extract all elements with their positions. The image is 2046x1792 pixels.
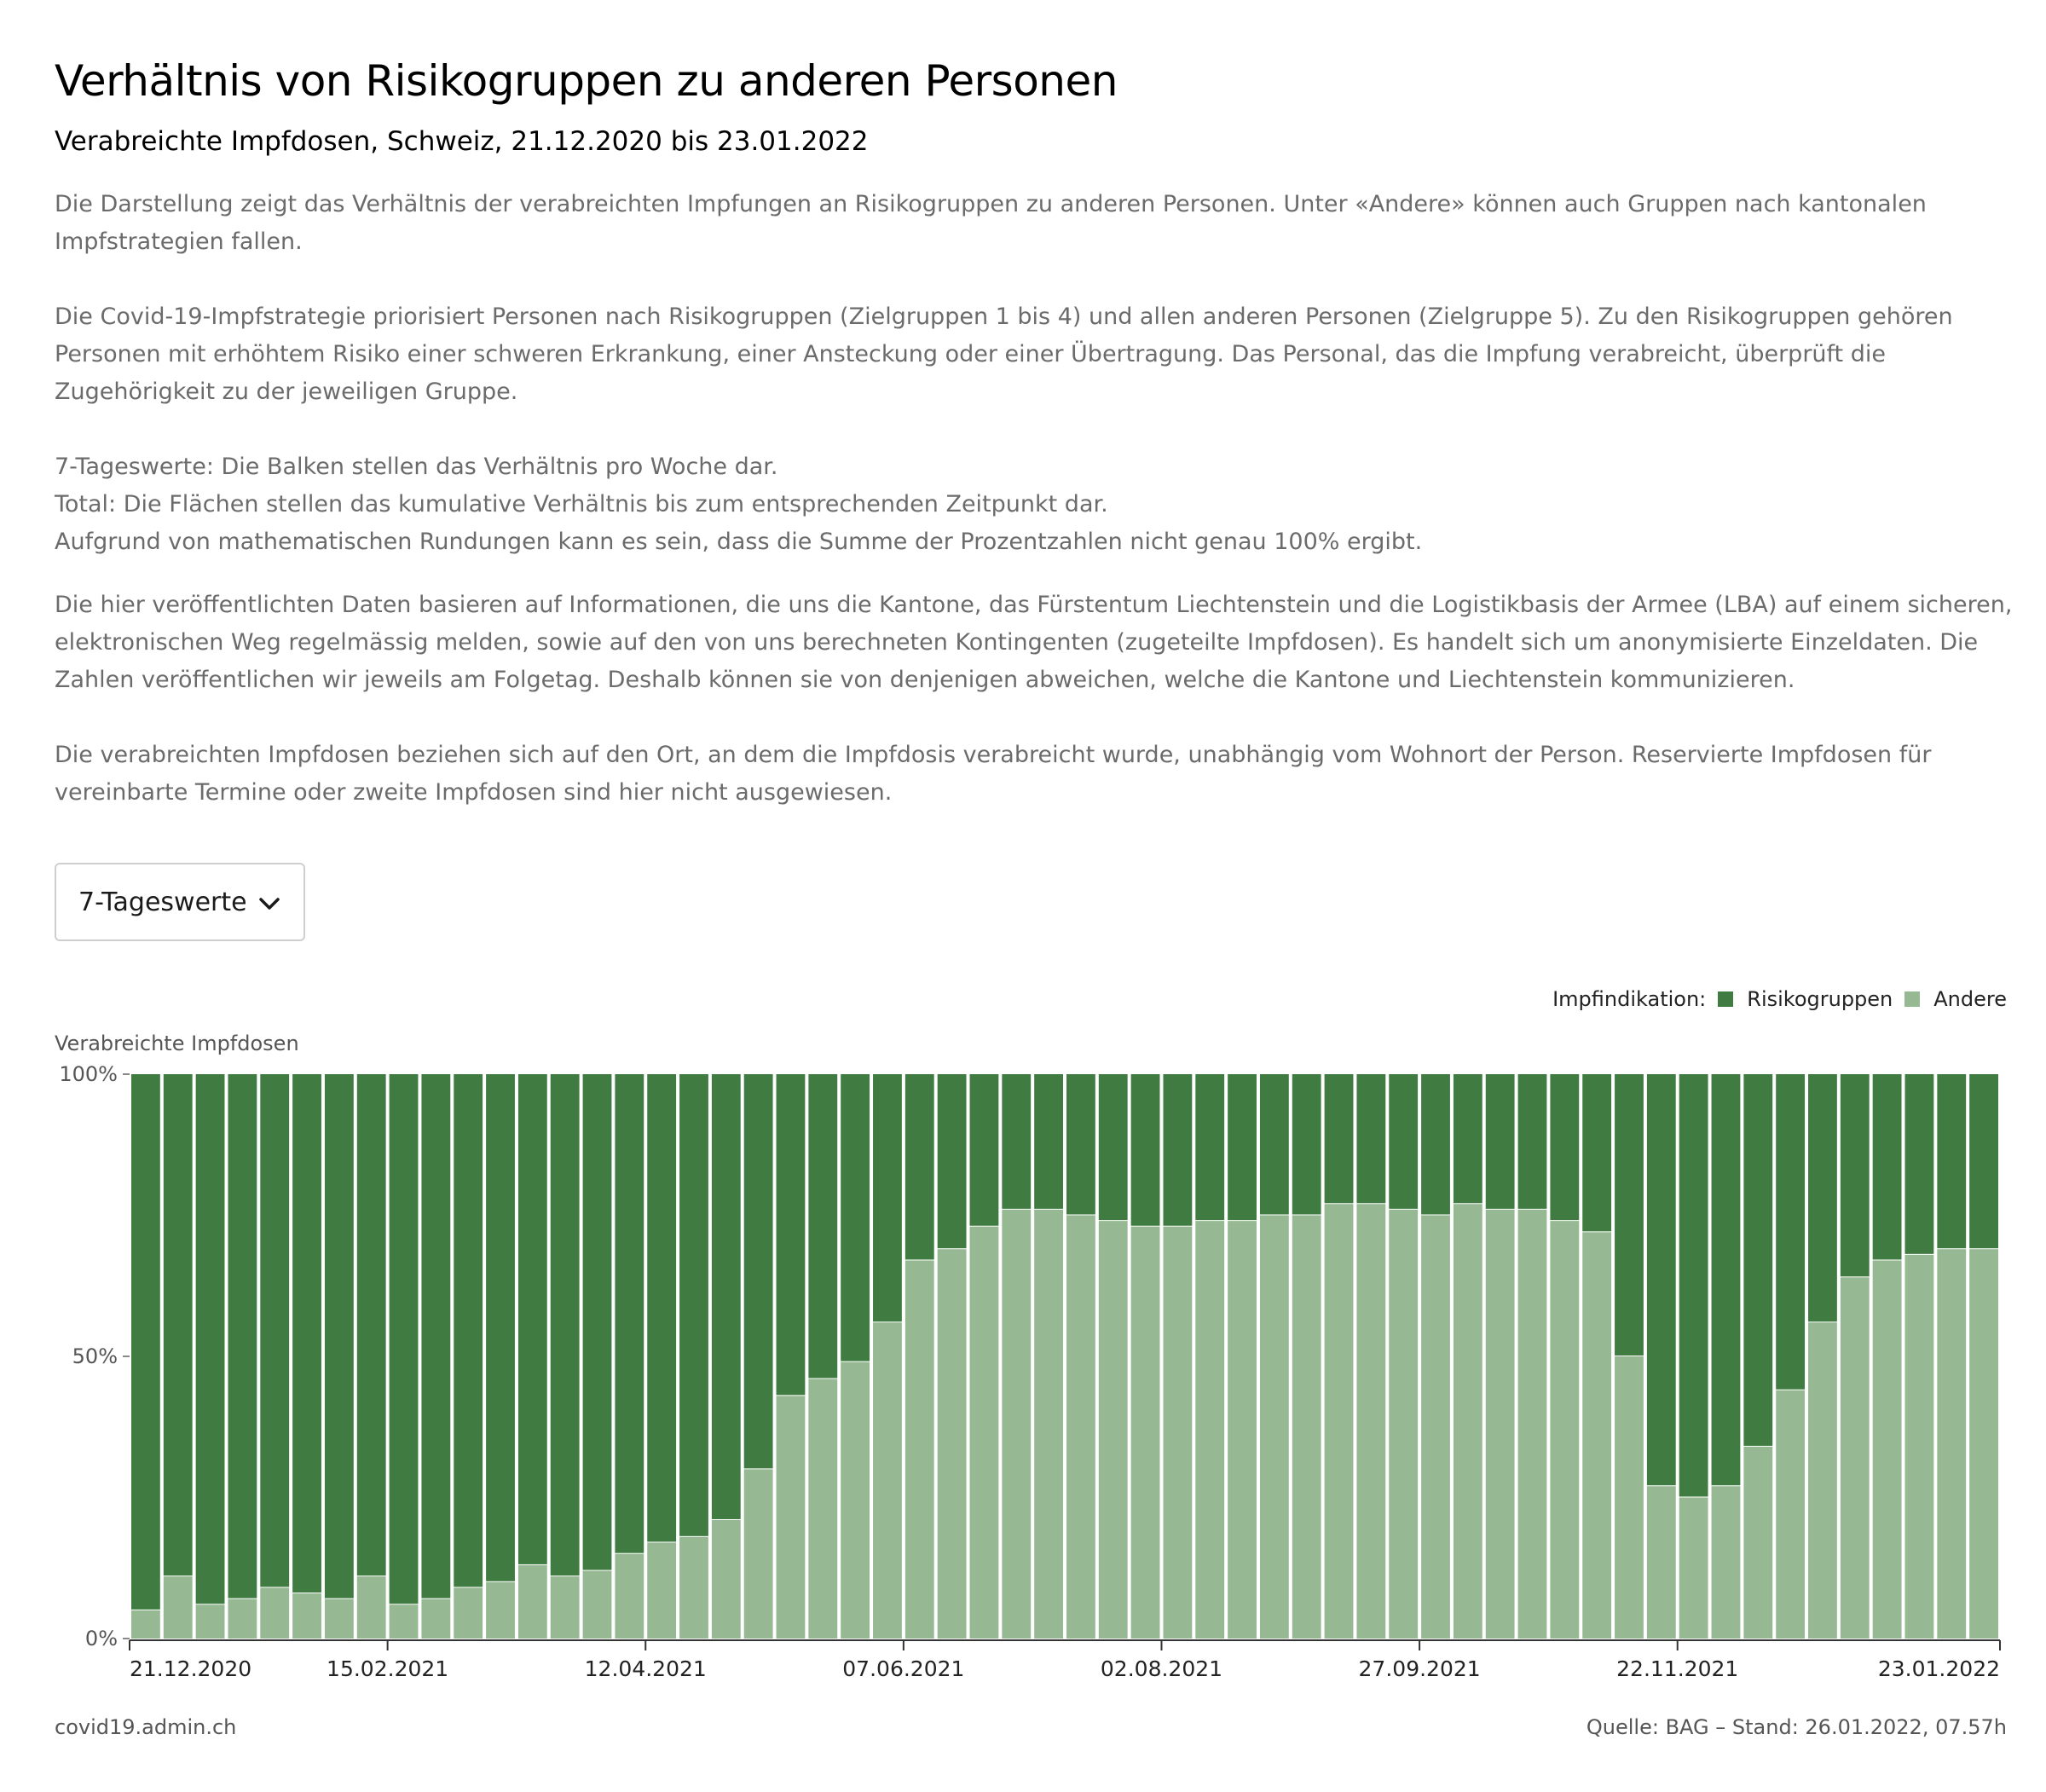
bar-risikogruppen [1615,1074,1644,1356]
bar-risikogruppen [1099,1074,1128,1220]
bar-risikogruppen [615,1074,644,1553]
x-tick-label: 22.11.2021 [1616,1656,1739,1679]
bar-andere [777,1396,806,1639]
bar-andere [357,1576,386,1639]
bar-andere [744,1469,773,1639]
bar-andere [970,1227,999,1639]
bar-andere [1615,1356,1644,1639]
bar-andere [1518,1210,1547,1639]
chart-legend [1552,987,2007,1011]
description-paragraph: Die Covid-19-Impfstrategie priorisiert Personen nach Risikogruppen (Zielgruppen 1 bis 4) und allen anderen Personen (Zielgruppe 5). Zu den Risikogruppen gehören Personen mit erhöhtem Risiko einer schweren Erkrankung, einer Ansteckung oder einer Übertragung. Das Personal, das die Impfung verabreicht, überprüft die Zugehörigkeit zu der jeweiligen Gruppe. [55,303,1953,405]
chart-description [55,186,2015,561]
bar-risikogruppen [583,1074,612,1570]
bar-andere [679,1537,708,1639]
data-note [55,587,2015,812]
bar-risikogruppen [808,1074,837,1378]
bar-risikogruppen [196,1074,225,1604]
bar-andere [1905,1255,1934,1639]
bar-risikogruppen [1195,1074,1224,1220]
bar-andere [1743,1447,1772,1639]
bar-andere [1292,1216,1321,1639]
stacked-bar-chart [55,1057,2007,1679]
x-tick-label: 02.08.2021 [1100,1656,1223,1679]
bar-risikogruppen [712,1074,741,1519]
bar-risikogruppen [357,1074,386,1575]
bar-risikogruppen [1228,1074,1257,1220]
bar-andere [1679,1498,1708,1639]
bar-risikogruppen [970,1074,999,1226]
bar-andere [1937,1249,1966,1639]
bar-risikogruppen [518,1074,547,1564]
bar-risikogruppen [1260,1074,1289,1215]
bar-risikogruppen [1582,1074,1611,1231]
bar-andere [1260,1216,1289,1639]
y-tick-label: 0% [84,1627,118,1650]
bar-risikogruppen [744,1074,773,1468]
bar-risikogruppen [1421,1074,1450,1215]
bar-risikogruppen [292,1074,321,1593]
legend-swatch-risikogruppen [1718,991,1733,1007]
bar-risikogruppen [1518,1074,1547,1209]
data-note-paragraph: Die hier veröffentlichten Daten basieren auf Informationen, die uns die Kantone, das Fürstentum Liechtenstein und die Logistikbasis der Armee (LBA) auf einem sicheren, elektronischen Weg regelmässig melden, sowie auf den von uns berechneten Kontingenten (zugeteilte Impfdosen). Es handelt sich um anonymisierte Einzeldaten. Die Zahlen veröffentlichen wir jeweils am Folgetag. Deshalb können sie von denjenigen abweichen, welche die Kantone und Liechtenstein kommunizieren. [55,592,2013,693]
description-paragraph: Die Darstellung zeigt das Verhältnis der verabreichten Impfungen an Risikogruppen zu anderen Personen. Unter «Andere» können auch Gruppen nach kantonalen Impfstrategien fallen. [55,191,1927,255]
bar-risikogruppen [1034,1074,1063,1209]
bar-risikogruppen [1002,1074,1031,1209]
bar-risikogruppen [486,1074,515,1581]
bar-andere [518,1565,547,1639]
bar-andere [1841,1277,1870,1639]
bar-andere [808,1379,837,1639]
x-tick-label: 23.01.2022 [1877,1656,2000,1679]
bar-andere [1582,1232,1611,1639]
bar-andere [873,1322,902,1639]
bar-andere [1776,1390,1805,1639]
x-tick-label: 21.12.2020 [130,1656,252,1679]
bar-risikogruppen [1066,1074,1095,1215]
period-select-dropdown[interactable] [55,863,305,941]
bar-andere [421,1599,450,1639]
chevron-down-icon [256,890,283,917]
bar-andere [1131,1227,1160,1639]
bar-risikogruppen [260,1074,289,1587]
bar-andere [1163,1227,1192,1639]
bar-andere [615,1554,644,1639]
bar-andere [1808,1322,1837,1639]
description-line: Total: Die Flächen stellen das kumulative Verhältnis bis zum entsprechenden Zeitpunkt dar. [55,491,1108,517]
data-note-paragraph: Die verabreichten Impfdosen beziehen sich auf den Ort, an dem die Impfdosis verabreicht wurde, unabhängig vom Wohnort der Person. Reservierte Impfdosen für vereinbarte Termine oder zweite Impfdosen sind hier nicht ausgewiesen. [55,742,1932,806]
bar-andere [228,1599,257,1639]
bar-andere [1389,1210,1418,1639]
bar-andere [583,1571,612,1639]
page-subtitle: Verabreichte Impfdosen, Schweiz, 21.12.2020 bis 23.01.2022 [55,126,869,157]
bar-risikogruppen [938,1074,967,1248]
bar-risikogruppen [131,1074,160,1610]
bar-risikogruppen [1937,1074,1966,1248]
legend-item-risikogruppen: Risikogruppen [1747,987,1893,1011]
x-tick-label: 15.02.2021 [327,1656,449,1679]
legend-swatch-andere [1904,991,1920,1007]
period-select-value: 7-Tageswerte [78,887,247,917]
bar-andere [1873,1260,1902,1639]
bar-andere [390,1604,419,1639]
bar-andere [131,1610,160,1639]
bar-andere [1969,1249,1998,1639]
bar-risikogruppen [1905,1074,1934,1254]
bar-risikogruppen [551,1074,580,1575]
bar-andere [1066,1216,1095,1639]
bar-risikogruppen [164,1074,193,1575]
legend-item-andere: Andere [1933,987,2007,1011]
bar-andere [292,1593,321,1639]
bar-risikogruppen [1873,1074,1902,1259]
description-paragraph [55,448,2015,561]
bar-risikogruppen [1486,1074,1515,1209]
bar-andere [260,1587,289,1639]
y-tick-label: 50% [72,1344,118,1368]
bar-andere [325,1599,354,1639]
bar-andere [454,1587,483,1639]
bar-risikogruppen [905,1074,934,1259]
bar-risikogruppen [1743,1074,1772,1446]
bar-risikogruppen [390,1074,419,1604]
bar-risikogruppen [1292,1074,1321,1215]
bar-risikogruppen [1841,1074,1870,1276]
bar-risikogruppen [325,1074,354,1598]
bar-risikogruppen [421,1074,450,1598]
bar-andere [1228,1221,1257,1639]
bar-andere [1325,1204,1354,1639]
bar-risikogruppen [1325,1074,1354,1203]
bar-risikogruppen [777,1074,806,1395]
bar-risikogruppen [228,1074,257,1598]
bar-andere [551,1576,580,1639]
x-tick-label: 12.04.2021 [584,1656,707,1679]
bar-risikogruppen [1163,1074,1192,1226]
bar-risikogruppen [873,1074,902,1321]
x-tick-label: 07.06.2021 [842,1656,965,1679]
y-tick-label: 100% [59,1062,118,1086]
bar-andere [647,1542,676,1639]
bar-risikogruppen [841,1074,870,1361]
bar-andere [1002,1210,1031,1639]
legend-title: Impfindikation: [1552,987,1707,1011]
description-line: Aufgrund von mathematischen Rundungen kann es sein, dass die Summe der Prozentzahlen nicht genau 100% ergibt. [55,529,1423,555]
bar-andere [164,1576,193,1639]
bar-andere [1099,1221,1128,1639]
x-tick-label: 27.09.2021 [1358,1656,1481,1679]
bar-andere [905,1260,934,1639]
bar-risikogruppen [1389,1074,1418,1209]
bar-andere [1034,1210,1063,1639]
bar-risikogruppen [1679,1074,1708,1497]
bar-andere [1550,1221,1579,1639]
bar-risikogruppen [1969,1074,1998,1248]
bar-risikogruppen [1356,1074,1385,1203]
footer-source: Quelle: BAG – Stand: 26.01.2022, 07.57h [1586,1715,2007,1739]
bar-risikogruppen [647,1074,676,1541]
bar-andere [1712,1486,1741,1639]
bar-andere [712,1520,741,1639]
bar-risikogruppen [1454,1074,1482,1203]
y-axis-label: Verabreichte Impfdosen [55,1032,299,1055]
bar-risikogruppen [1550,1074,1579,1220]
bar-andere [1454,1204,1482,1639]
bar-risikogruppen [454,1074,483,1587]
bar-risikogruppen [1776,1074,1805,1390]
bar-andere [1647,1486,1676,1639]
bar-andere [196,1604,225,1639]
footer-site: covid19.admin.ch [55,1715,237,1739]
description-line: 7-Tageswerte: Die Balken stellen das Verhältnis pro Woche dar. [55,454,778,480]
bar-andere [938,1249,967,1639]
bar-andere [1356,1204,1385,1639]
bar-risikogruppen [1712,1074,1741,1485]
bar-risikogruppen [1647,1074,1676,1485]
page-title: Verhältnis von Risikogruppen zu anderen Personen [55,56,1118,106]
bar-risikogruppen [679,1074,708,1536]
bar-andere [1486,1210,1515,1639]
bar-andere [486,1582,515,1639]
bar-andere [1195,1221,1224,1639]
bar-risikogruppen [1808,1074,1837,1321]
bar-andere [1421,1216,1450,1639]
bar-risikogruppen [1131,1074,1160,1226]
bar-andere [841,1362,870,1639]
